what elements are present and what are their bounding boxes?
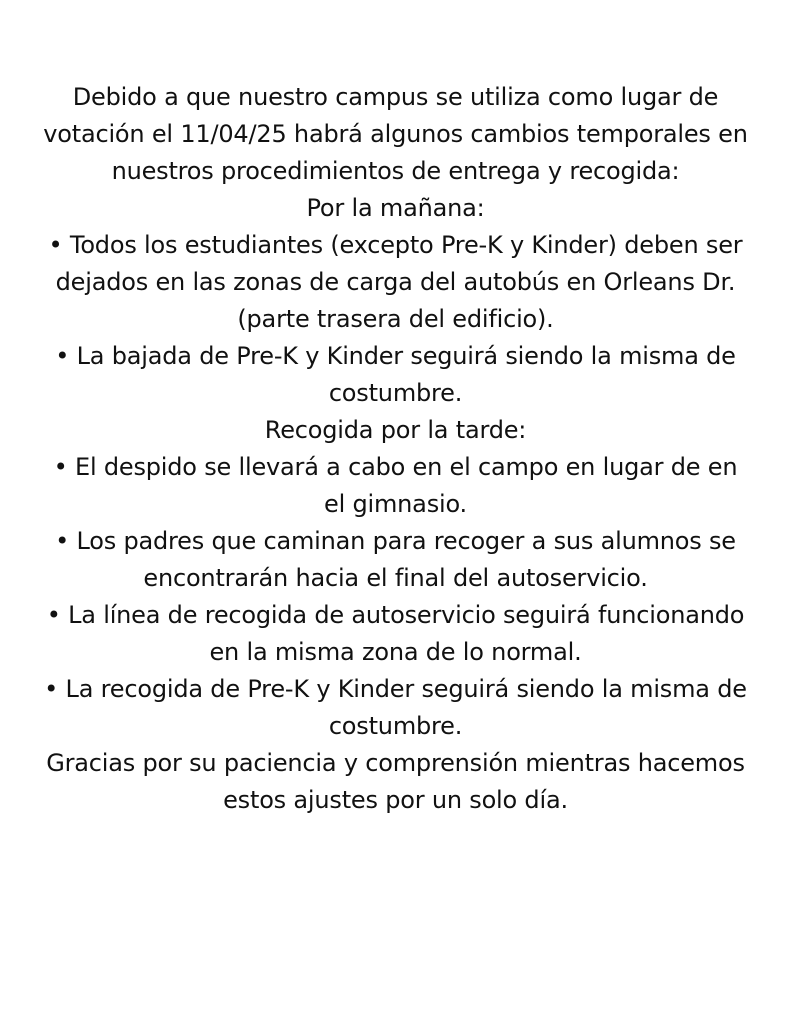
morning-item-bus-loading: • Todos los estudiantes (excepto Pre-K y Kinder) deben ser dejados en las zonas de carga del autobús en Orleans Dr. (parte trasera del edificio). bbox=[48, 231, 743, 333]
afternoon-item-car-line: • La línea de recogida de autoservicio seguirá funcionando en la misma zona de lo normal. bbox=[46, 601, 745, 666]
morning-heading: Por la mañana: bbox=[306, 194, 485, 222]
afternoon-item-prek-kinder: • La recogida de Pre-K y Kinder seguirá siendo la misma de costumbre. bbox=[44, 675, 747, 740]
afternoon-item-field-dismissal: • El despido se llevará a cabo en el campo en lugar de en el gimnasio. bbox=[53, 453, 738, 518]
intro-paragraph: Debido a que nuestro campus se utiliza como lugar de votación el 11/04/25 habrá algunos cambios temporales en nuestros procedimientos de entrega y recogida: bbox=[43, 83, 748, 185]
afternoon-heading: Recogida por la tarde: bbox=[264, 416, 527, 444]
afternoon-item-walkers: • Los padres que caminan para recoger a sus alumnos se encontrarán hacia el final del autoservicio. bbox=[55, 527, 736, 592]
notice-text-block bbox=[0, 79, 791, 819]
morning-item-prek-kinder: • La bajada de Pre-K y Kinder seguirá siendo la misma de costumbre. bbox=[55, 342, 736, 407]
closing-paragraph: Gracias por su paciencia y comprensión mientras hacemos estos ajustes por un solo día. bbox=[46, 749, 745, 814]
